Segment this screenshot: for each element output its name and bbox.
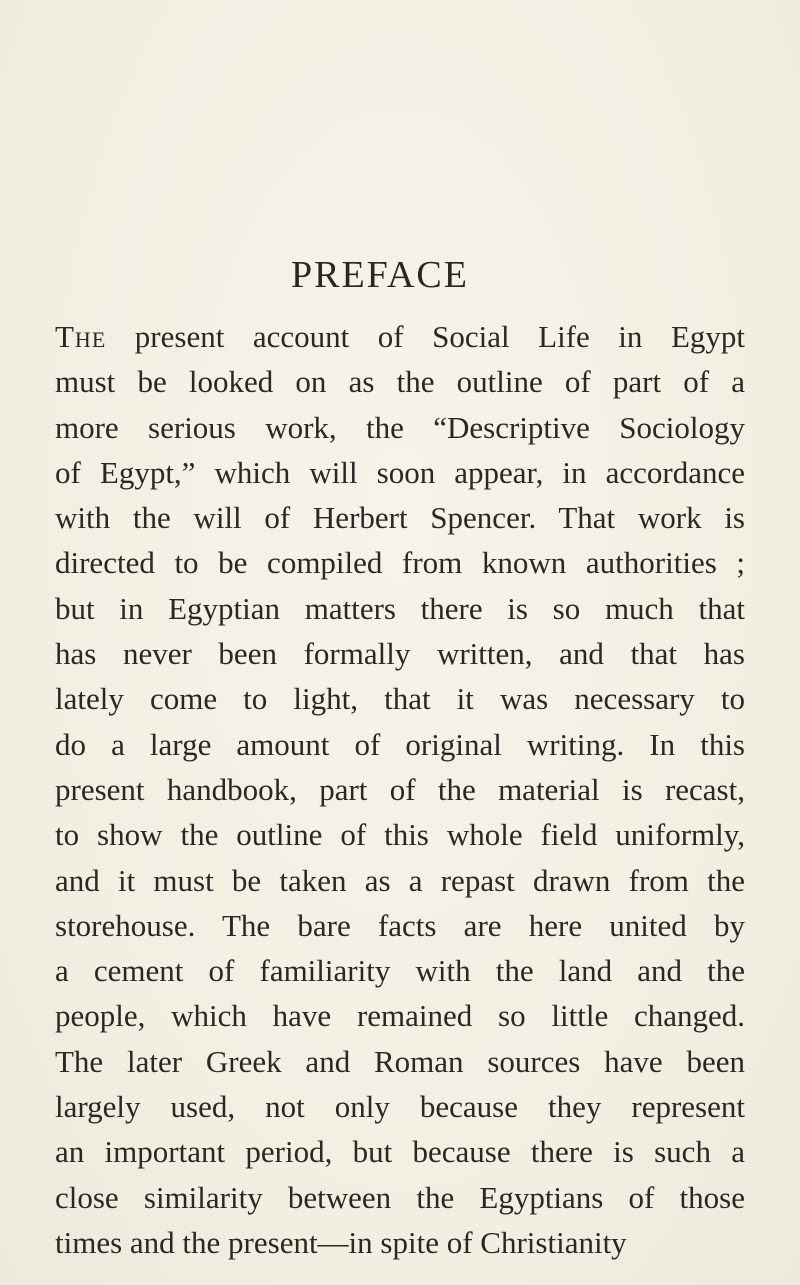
- text-line-15: a cement of familiarity with the land and the: [55, 953, 745, 989]
- text-line-19: an important period, but because there is such a: [55, 1134, 745, 1170]
- text-line-21: times and the present—in spite of Christianity: [55, 1224, 627, 1260]
- text-line-1-rest: present account of Social Life in Egypt: [106, 319, 745, 354]
- text-line-5: with the will of Herbert Spencer. That work is: [55, 500, 745, 536]
- text-line-8: has never been formally written, and that has: [55, 636, 745, 672]
- text-line-18: largely used, not only because they represent: [55, 1089, 745, 1125]
- text-line-20: close similarity between the Egyptians of those: [55, 1179, 745, 1215]
- text-line-16: people, which have remained so little changed.: [55, 998, 745, 1034]
- text-line-7: but in Egyptian matters there is so much that: [55, 590, 745, 626]
- text-line-1: [55, 314, 745, 359]
- text-line-10: do a large amount of original writing. In this: [55, 726, 745, 762]
- text-line-14: storehouse. The bare facts are here united by: [55, 907, 745, 943]
- text-line-6: directed to be compiled from known authorities ;: [55, 545, 745, 581]
- text-line-4: of Egypt,” which will soon appear, in accordance: [55, 454, 745, 490]
- text-line-11: present handbook, part of the material is recast,: [55, 771, 745, 807]
- text-line-9: lately come to light, that it was necessary to: [55, 681, 745, 717]
- lead-word: The: [55, 319, 107, 354]
- text-line-13: and it must be taken as a repast drawn from the: [55, 862, 745, 898]
- text-line-2: must be looked on as the outline of part of a: [55, 364, 745, 400]
- text-line-3: more serious work, the “Descriptive Sociology: [55, 409, 745, 445]
- text-line-12: to show the outline of this whole field uniformly,: [55, 817, 745, 853]
- page-title: PREFACE: [290, 254, 469, 296]
- preface-body: [55, 314, 745, 1265]
- text-line-17: The later Greek and Roman sources have been: [55, 1043, 745, 1079]
